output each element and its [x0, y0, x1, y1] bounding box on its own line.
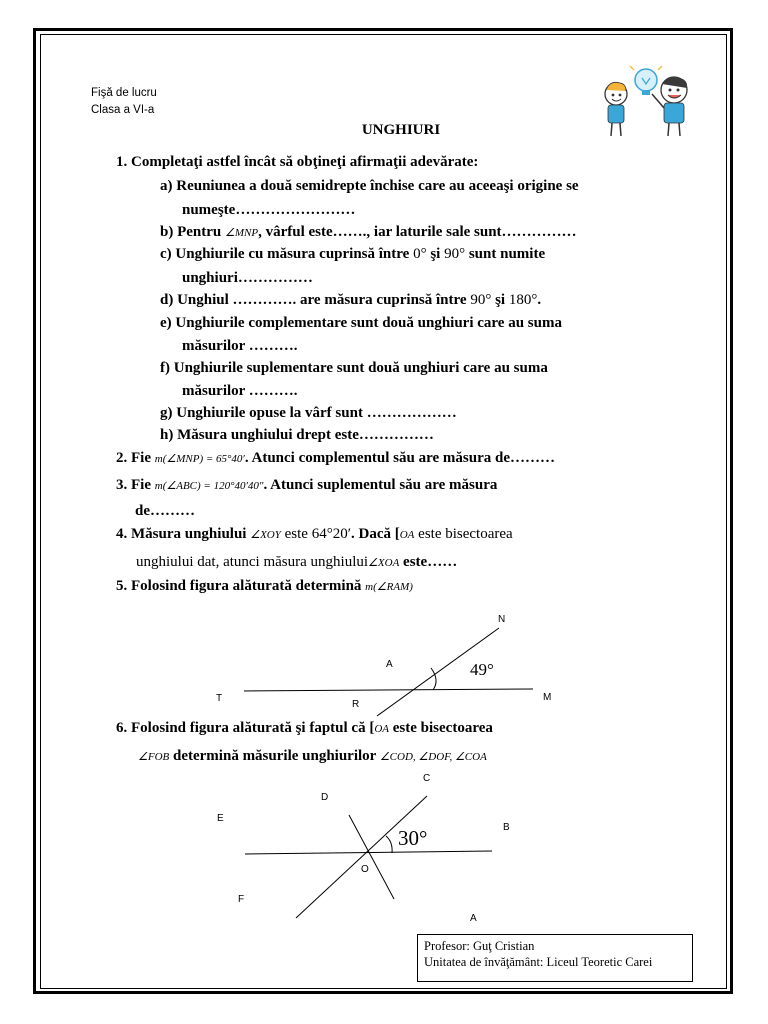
q5-label-R: R [352, 699, 360, 710]
q2-pre: Fie [131, 450, 151, 466]
q1-d-post: . [537, 292, 542, 308]
worksheet-label: Fişă de lucru [91, 87, 157, 99]
q2-expr: m(∠MNP) = 65°40′ [154, 453, 245, 465]
q1-c-post: sunt numite [468, 246, 546, 262]
q1-d-val2: 180° [508, 292, 538, 308]
q5-label-A: A [386, 659, 393, 670]
author-line: Profesor: Guţ Cristian [424, 939, 535, 953]
q1-c-line2: unghiuri…………… [182, 270, 313, 286]
q1-c-pre: c) Unghiurile cu măsura cuprinsă între [160, 246, 410, 262]
q3-continuation: de……… [135, 503, 195, 519]
q1-a-line1: a) Reuniunea a două semidrepte închise care au aceeaşi origine se [160, 178, 579, 194]
q4-expr3: ∠XOA [368, 557, 400, 569]
q5-expr: m(∠RAM) [365, 581, 413, 593]
q4-expr1: ∠XOY [250, 529, 281, 541]
q6-expr2: ∠FOB [138, 751, 170, 763]
line-DA [349, 815, 394, 899]
q6-label-A: A [470, 913, 477, 924]
q4-expr2: OA [399, 529, 415, 541]
q1-c-val2: 90° [444, 246, 466, 262]
q6-expr1: OA [374, 723, 390, 735]
q4-line2-pre: unghiului dat, atunci măsura unghiului [136, 554, 369, 570]
q1-e-line1: e) Unghiurile complementare sunt două unghiuri care au suma [160, 315, 562, 331]
q2-post: . Atunci complementul său are măsura de……… [244, 450, 555, 466]
q4-mid1: este [284, 526, 308, 542]
q6-line1-post: este bisectoarea [392, 720, 493, 736]
q1-d-pre: d) Unghiul …………. are măsura cuprinsă între [160, 292, 467, 308]
q3-number: 3. [116, 477, 128, 493]
q4-number: 4. [116, 526, 128, 542]
q6-number: 6. [116, 720, 128, 736]
q1-c-val1: 0° [413, 246, 427, 262]
q6-label-D: D [321, 792, 329, 803]
q1-h: h) Măsura unghiului drept este…………… [160, 427, 434, 443]
q2-number: 2. [116, 450, 128, 466]
q5-label-N: N [498, 614, 506, 625]
q1-f-line1: f) Unghiurile suplementare sunt două unghiuri care au suma [160, 360, 548, 376]
q5-text: Folosind figura alăturată determină [131, 578, 362, 594]
q3-expr: m(∠ABC) = 120°40′40″ [154, 480, 264, 492]
q1-a-line2: numeşte…………………… [182, 202, 356, 218]
angle-arc-30 [386, 836, 392, 853]
q1-f-line2: măsurilor ………. [182, 383, 298, 399]
q1-b-pre: b) Pentru [160, 224, 222, 240]
q4-post1: este bisectoarea [418, 526, 513, 542]
page-title: UNGHIURI [361, 122, 441, 138]
q4-pre: Măsura unghiului [131, 526, 247, 542]
q4-value: 64°20′ [311, 526, 351, 542]
q6-line1: Folosind figura alăturată şi faptul că [ [131, 720, 375, 736]
q1-b-post: , vârful este……., iar laturile sale sunt…………… [258, 224, 577, 240]
q6-angle-label: 30° [398, 826, 428, 850]
q6-label-C: C [423, 773, 431, 784]
q4-line2-post: este…… [403, 554, 458, 570]
class-label: Clasa a VI-a [91, 104, 155, 116]
q6-expr3: ∠COD, ∠DOF, ∠COA [379, 751, 487, 763]
school-line: Unitatea de învăţământ: Liceul Teoretic Carei [424, 955, 653, 969]
q1-d-mid: şi [495, 292, 506, 308]
q1-b-expr: ∠MNP [225, 227, 259, 239]
q1-e-line2: măsurilor ………. [182, 338, 298, 354]
q5-angle-label: 49° [470, 660, 494, 679]
q6-label-O: O [361, 864, 369, 875]
q5-number: 5. [116, 578, 128, 594]
q6-label-B: B [503, 822, 510, 833]
line-FC [296, 796, 427, 918]
q1-number: 1. [116, 154, 128, 170]
q3-post: . Atunci suplementul său are măsura [263, 477, 498, 493]
q6-label-F: F [238, 894, 245, 905]
q6-label-E: E [217, 813, 224, 824]
q6-line2-mid: determină măsurile unghiurilor [173, 748, 377, 764]
q4-mid2: . Dacă [ [350, 526, 400, 542]
author-box [417, 934, 693, 982]
q5-label-M: M [543, 692, 552, 703]
q1-text: Completaţi astfel încât să obţineţi afirmaţii adevărate: [131, 154, 479, 170]
q3-pre: Fie [131, 477, 151, 493]
q1-g: g) Unghiurile opuse la vârf sunt ……………… [160, 405, 457, 421]
q1-d-val1: 90° [470, 292, 492, 308]
q5-label-T: T [216, 693, 223, 704]
q1-c-mid: şi [430, 246, 441, 262]
